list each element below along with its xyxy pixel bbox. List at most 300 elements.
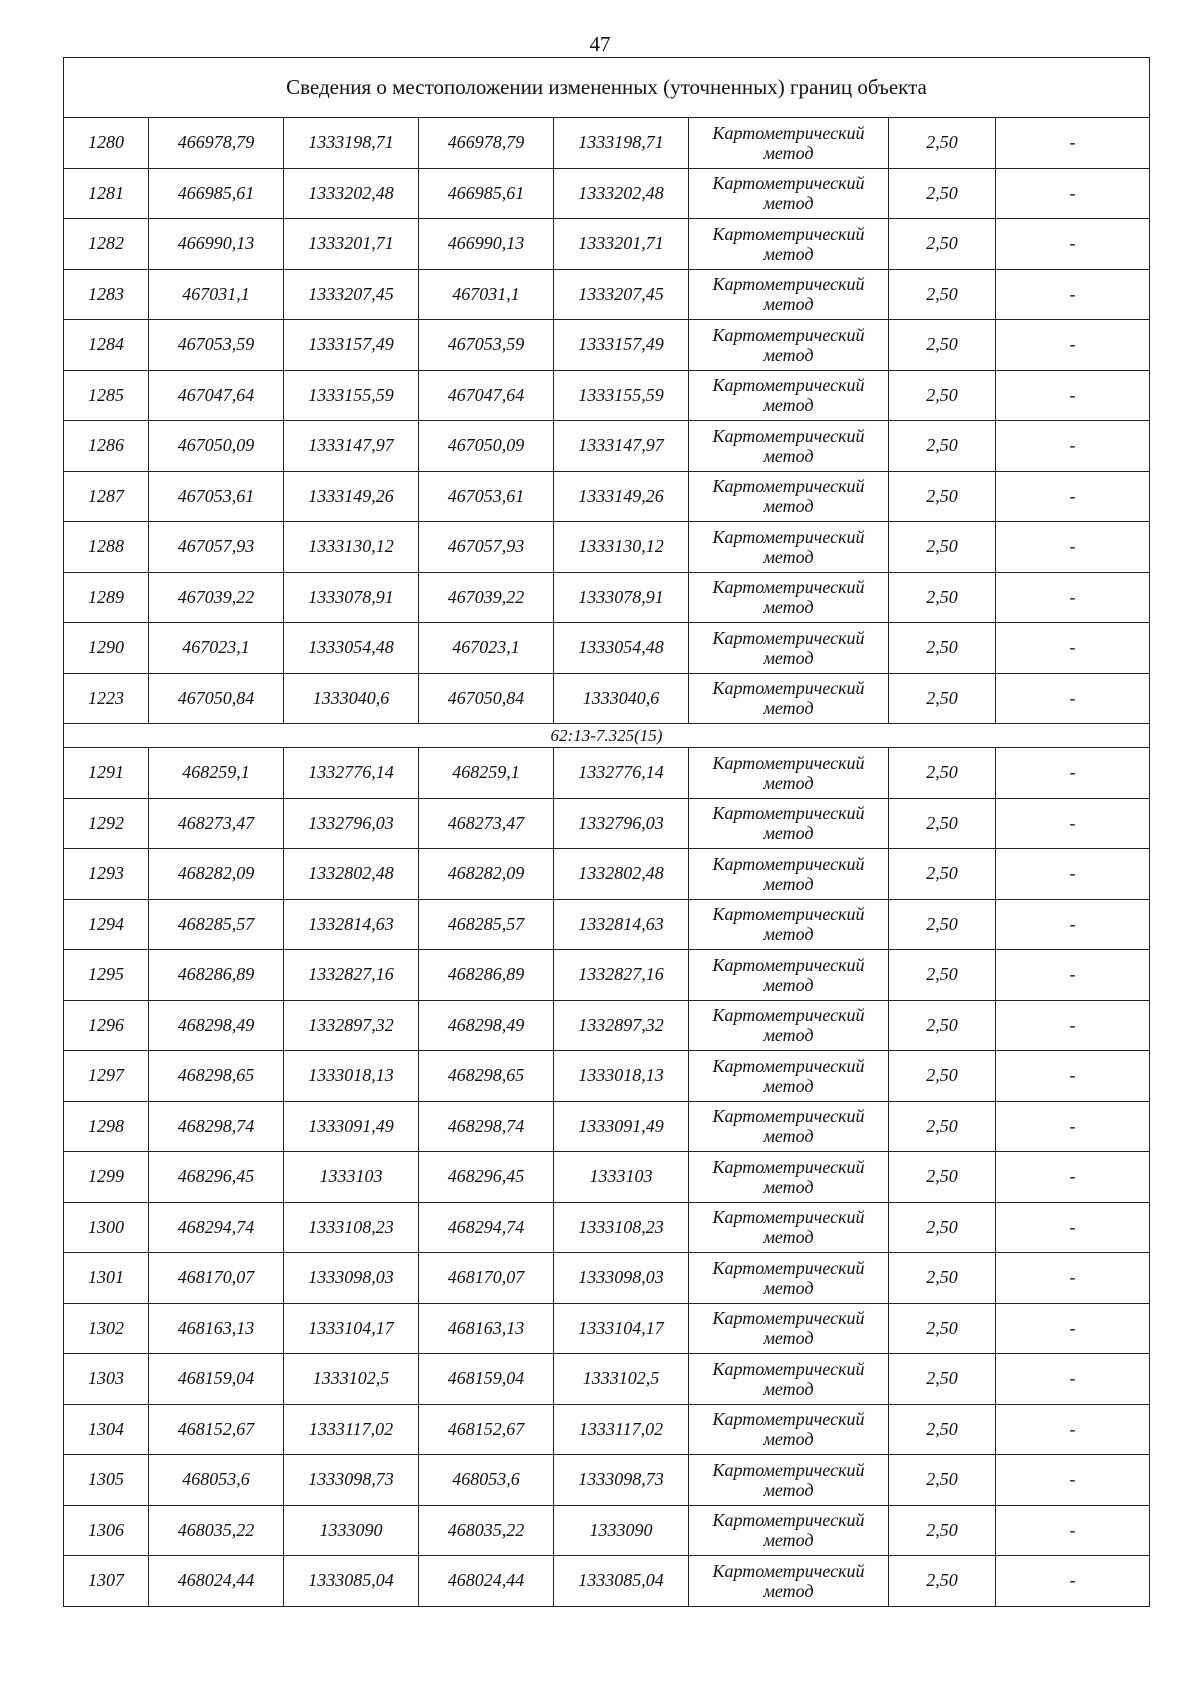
existing-x-cell: 467039,22: [149, 572, 284, 623]
accuracy-cell: 2,50: [889, 849, 996, 900]
description-cell: -: [996, 269, 1150, 320]
existing-x-cell: 468298,65: [149, 1051, 284, 1102]
description-cell: -: [996, 1051, 1150, 1102]
accuracy-cell: 2,50: [889, 269, 996, 320]
existing-x-cell: 467050,84: [149, 673, 284, 724]
description-cell: -: [996, 849, 1150, 900]
description-cell: -: [996, 899, 1150, 950]
existing-y-cell: 1333104,17: [284, 1303, 419, 1354]
method-line-2: метод: [763, 1176, 814, 1197]
table-row: [64, 623, 1150, 674]
existing-y-cell: 1333103: [284, 1152, 419, 1203]
method-cell: [689, 1253, 889, 1304]
new-x-cell: 468298,65: [419, 1051, 554, 1102]
new-y-cell: 1332814,63: [554, 899, 689, 950]
existing-y-cell: 1333157,49: [284, 320, 419, 371]
point-number-cell: 1306: [64, 1505, 149, 1556]
accuracy-cell: 2,50: [889, 1505, 996, 1556]
new-y-cell: 1333155,59: [554, 370, 689, 421]
point-number-cell: 1223: [64, 673, 149, 724]
accuracy-cell: 2,50: [889, 1455, 996, 1506]
new-x-cell: 468285,57: [419, 899, 554, 950]
table-row: [64, 1202, 1150, 1253]
table-row: [64, 748, 1150, 799]
new-y-cell: 1333078,91: [554, 572, 689, 623]
new-x-cell: 468298,74: [419, 1101, 554, 1152]
method-cell: [689, 219, 889, 270]
accuracy-cell: 2,50: [889, 572, 996, 623]
table-row: [64, 1455, 1150, 1506]
accuracy-cell: 2,50: [889, 1253, 996, 1304]
accuracy-cell: 2,50: [889, 1556, 996, 1607]
new-x-cell: 467047,64: [419, 370, 554, 421]
existing-y-cell: 1333090: [284, 1505, 419, 1556]
new-y-cell: 1333098,03: [554, 1253, 689, 1304]
method-line-2: метод: [763, 344, 814, 365]
existing-x-cell: 467047,64: [149, 370, 284, 421]
method-line-2: метод: [763, 873, 814, 894]
description-cell: -: [996, 421, 1150, 472]
method-line-1: Картометрический: [712, 425, 865, 446]
method-line-2: метод: [763, 1479, 814, 1500]
method-line-2: метод: [763, 1025, 814, 1046]
existing-y-cell: 1333149,26: [284, 471, 419, 522]
method-line-1: Картометрический: [712, 1409, 865, 1430]
table-row: [64, 1000, 1150, 1051]
existing-y-cell: 1333091,49: [284, 1101, 419, 1152]
new-x-cell: 468282,09: [419, 849, 554, 900]
method-line-1: Картометрический: [712, 627, 865, 648]
point-number-cell: 1304: [64, 1404, 149, 1455]
new-y-cell: 1333149,26: [554, 471, 689, 522]
method-cell: [689, 168, 889, 219]
accuracy-cell: 2,50: [889, 320, 996, 371]
point-number-cell: 1299: [64, 1152, 149, 1203]
accuracy-cell: 2,50: [889, 1354, 996, 1405]
existing-x-cell: 467050,09: [149, 421, 284, 472]
method-line-1: Картометрический: [712, 1257, 865, 1278]
existing-y-cell: 1332897,32: [284, 1000, 419, 1051]
new-x-cell: 466978,79: [419, 118, 554, 169]
description-cell: -: [996, 1556, 1150, 1607]
method-cell: [689, 1051, 889, 1102]
new-x-cell: 468296,45: [419, 1152, 554, 1203]
new-x-cell: 468294,74: [419, 1202, 554, 1253]
point-number-cell: 1285: [64, 370, 149, 421]
method-cell: [689, 899, 889, 950]
description-cell: -: [996, 118, 1150, 169]
method-line-2: метод: [763, 1580, 814, 1601]
existing-x-cell: 467053,59: [149, 320, 284, 371]
new-y-cell: 1333130,12: [554, 522, 689, 573]
existing-y-cell: 1333098,73: [284, 1455, 419, 1506]
method-line-2: метод: [763, 974, 814, 995]
existing-x-cell: 467057,93: [149, 522, 284, 573]
point-number-cell: 1303: [64, 1354, 149, 1405]
accuracy-cell: 2,50: [889, 899, 996, 950]
new-y-cell: 1332802,48: [554, 849, 689, 900]
method-cell: [689, 849, 889, 900]
new-y-cell: 1332827,16: [554, 950, 689, 1001]
method-line-1: Картометрический: [712, 1459, 865, 1480]
existing-x-cell: 468259,1: [149, 748, 284, 799]
table-row: [64, 1101, 1150, 1152]
new-x-cell: 468273,47: [419, 798, 554, 849]
description-cell: -: [996, 320, 1150, 371]
point-number-cell: 1302: [64, 1303, 149, 1354]
method-line-2: метод: [763, 243, 814, 264]
existing-x-cell: 468163,13: [149, 1303, 284, 1354]
table-row: [64, 572, 1150, 623]
existing-y-cell: 1333198,71: [284, 118, 419, 169]
existing-y-cell: 1333201,71: [284, 219, 419, 270]
method-line-2: метод: [763, 546, 814, 567]
description-cell: -: [996, 623, 1150, 674]
method-line-2: метод: [763, 597, 814, 618]
new-y-cell: 1333104,17: [554, 1303, 689, 1354]
method-cell: [689, 1455, 889, 1506]
method-cell: [689, 1152, 889, 1203]
description-cell: -: [996, 1101, 1150, 1152]
description-cell: -: [996, 1152, 1150, 1203]
method-cell: [689, 269, 889, 320]
method-line-1: Картометрический: [712, 274, 865, 295]
method-line-1: Картометрический: [712, 853, 865, 874]
method-line-1: Картометрический: [712, 904, 865, 925]
method-line-1: Картометрический: [712, 752, 865, 773]
new-x-cell: 468170,07: [419, 1253, 554, 1304]
existing-y-cell: 1333098,03: [284, 1253, 419, 1304]
table-row: [64, 219, 1150, 270]
method-line-1: Картометрический: [712, 1510, 865, 1531]
accuracy-cell: 2,50: [889, 421, 996, 472]
accuracy-cell: 2,50: [889, 950, 996, 1001]
existing-y-cell: 1333207,45: [284, 269, 419, 320]
existing-y-cell: 1333108,23: [284, 1202, 419, 1253]
method-cell: [689, 1354, 889, 1405]
table-row: [64, 269, 1150, 320]
table-title-row: [64, 58, 1150, 118]
existing-x-cell: 468296,45: [149, 1152, 284, 1203]
method-line-1: Картометрический: [712, 375, 865, 396]
method-cell: [689, 471, 889, 522]
method-cell: [689, 1000, 889, 1051]
method-cell: [689, 370, 889, 421]
existing-x-cell: 468159,04: [149, 1354, 284, 1405]
new-x-cell: 467031,1: [419, 269, 554, 320]
existing-y-cell: 1333018,13: [284, 1051, 419, 1102]
description-cell: -: [996, 1354, 1150, 1405]
table-row: [64, 168, 1150, 219]
method-cell: [689, 623, 889, 674]
method-line-1: Картометрический: [712, 476, 865, 497]
new-x-cell: 468152,67: [419, 1404, 554, 1455]
new-x-cell: 468259,1: [419, 748, 554, 799]
table-row: [64, 471, 1150, 522]
existing-x-cell: 468298,74: [149, 1101, 284, 1152]
method-line-2: метод: [763, 647, 814, 668]
method-line-2: метод: [763, 1530, 814, 1551]
method-cell: [689, 1556, 889, 1607]
description-cell: -: [996, 1000, 1150, 1051]
existing-x-cell: 468285,57: [149, 899, 284, 950]
existing-y-cell: 1333054,48: [284, 623, 419, 674]
new-x-cell: 467053,59: [419, 320, 554, 371]
table-row: [64, 522, 1150, 573]
method-cell: [689, 320, 889, 371]
new-y-cell: 1333198,71: [554, 118, 689, 169]
point-number-cell: 1294: [64, 899, 149, 950]
existing-y-cell: 1333155,59: [284, 370, 419, 421]
method-line-2: метод: [763, 698, 814, 719]
existing-x-cell: 468273,47: [149, 798, 284, 849]
method-line-2: метод: [763, 1227, 814, 1248]
description-cell: -: [996, 798, 1150, 849]
method-line-1: Картометрический: [712, 1055, 865, 1076]
point-number-cell: 1301: [64, 1253, 149, 1304]
point-number-cell: 1298: [64, 1101, 149, 1152]
method-line-2: метод: [763, 445, 814, 466]
new-x-cell: 467050,09: [419, 421, 554, 472]
existing-y-cell: 1333102,5: [284, 1354, 419, 1405]
new-x-cell: 468024,44: [419, 1556, 554, 1607]
description-cell: -: [996, 522, 1150, 573]
new-y-cell: 1333103: [554, 1152, 689, 1203]
accuracy-cell: 2,50: [889, 219, 996, 270]
new-x-cell: 468035,22: [419, 1505, 554, 1556]
method-line-1: Картометрический: [712, 577, 865, 598]
table-row: [64, 370, 1150, 421]
existing-x-cell: 467053,61: [149, 471, 284, 522]
new-y-cell: 1333091,49: [554, 1101, 689, 1152]
new-y-cell: 1333117,02: [554, 1404, 689, 1455]
accuracy-cell: 2,50: [889, 798, 996, 849]
description-cell: -: [996, 168, 1150, 219]
method-line-1: Картометрический: [712, 122, 865, 143]
new-x-cell: 468286,89: [419, 950, 554, 1001]
method-line-1: Картометрический: [712, 954, 865, 975]
table-row: [64, 320, 1150, 371]
new-y-cell: 1333090: [554, 1505, 689, 1556]
method-line-2: метод: [763, 395, 814, 416]
method-line-1: Картометрический: [712, 1005, 865, 1026]
new-y-cell: 1333108,23: [554, 1202, 689, 1253]
existing-x-cell: 468053,6: [149, 1455, 284, 1506]
new-x-cell: 467050,84: [419, 673, 554, 724]
existing-y-cell: 1333085,04: [284, 1556, 419, 1607]
point-number-cell: 1291: [64, 748, 149, 799]
accuracy-cell: 2,50: [889, 673, 996, 724]
method-cell: [689, 673, 889, 724]
point-number-cell: 1286: [64, 421, 149, 472]
table-row: [64, 1556, 1150, 1607]
method-line-1: Картометрический: [712, 223, 865, 244]
method-line-2: метод: [763, 193, 814, 214]
method-cell: [689, 421, 889, 472]
description-cell: -: [996, 1253, 1150, 1304]
accuracy-cell: 2,50: [889, 1404, 996, 1455]
point-number-cell: 1288: [64, 522, 149, 573]
new-y-cell: 1332897,32: [554, 1000, 689, 1051]
new-x-cell: 467053,61: [419, 471, 554, 522]
description-cell: -: [996, 1505, 1150, 1556]
method-cell: [689, 1505, 889, 1556]
method-cell: [689, 950, 889, 1001]
point-number-cell: 1296: [64, 1000, 149, 1051]
existing-x-cell: 468282,09: [149, 849, 284, 900]
accuracy-cell: 2,50: [889, 623, 996, 674]
method-line-2: метод: [763, 496, 814, 517]
method-cell: [689, 1202, 889, 1253]
existing-y-cell: 1333202,48: [284, 168, 419, 219]
new-y-cell: 1333098,73: [554, 1455, 689, 1506]
new-y-cell: 1333147,97: [554, 421, 689, 472]
description-cell: -: [996, 1404, 1150, 1455]
new-y-cell: 1332796,03: [554, 798, 689, 849]
new-x-cell: 467023,1: [419, 623, 554, 674]
description-cell: -: [996, 950, 1150, 1001]
accuracy-cell: 2,50: [889, 118, 996, 169]
point-number-cell: 1287: [64, 471, 149, 522]
description-cell: -: [996, 748, 1150, 799]
method-cell: [689, 1101, 889, 1152]
accuracy-cell: 2,50: [889, 1101, 996, 1152]
table-body: [64, 58, 1150, 1607]
existing-x-cell: 466990,13: [149, 219, 284, 270]
point-number-cell: 1295: [64, 950, 149, 1001]
table-row: [64, 899, 1150, 950]
method-line-1: Картометрический: [712, 1308, 865, 1329]
method-cell: [689, 1404, 889, 1455]
page-number: 47: [589, 32, 611, 56]
table-row: [64, 1303, 1150, 1354]
accuracy-cell: 2,50: [889, 168, 996, 219]
existing-x-cell: 466978,79: [149, 118, 284, 169]
existing-y-cell: 1332827,16: [284, 950, 419, 1001]
description-cell: -: [996, 572, 1150, 623]
existing-y-cell: 1333117,02: [284, 1404, 419, 1455]
table-row: [64, 118, 1150, 169]
accuracy-cell: 2,50: [889, 1051, 996, 1102]
new-y-cell: 1333054,48: [554, 623, 689, 674]
description-cell: -: [996, 1303, 1150, 1354]
accuracy-cell: 2,50: [889, 471, 996, 522]
new-y-cell: 1333085,04: [554, 1556, 689, 1607]
method-line-2: метод: [763, 142, 814, 163]
method-line-1: Картометрический: [712, 1207, 865, 1228]
new-x-cell: 466990,13: [419, 219, 554, 270]
method-cell: [689, 522, 889, 573]
existing-x-cell: 468024,44: [149, 1556, 284, 1607]
point-number-cell: 1305: [64, 1455, 149, 1506]
section-row: [64, 724, 1150, 748]
method-line-2: метод: [763, 1277, 814, 1298]
method-line-1: Картометрический: [712, 1156, 865, 1177]
table-row: [64, 1404, 1150, 1455]
table-row: [64, 673, 1150, 724]
table-row: [64, 1253, 1150, 1304]
method-line-2: метод: [763, 823, 814, 844]
existing-x-cell: 468152,67: [149, 1404, 284, 1455]
new-x-cell: 468053,6: [419, 1455, 554, 1506]
new-y-cell: 1332776,14: [554, 748, 689, 799]
new-y-cell: 1333202,48: [554, 168, 689, 219]
method-line-1: Картометрический: [712, 173, 865, 194]
new-x-cell: 468163,13: [419, 1303, 554, 1354]
point-number-cell: 1284: [64, 320, 149, 371]
table-row: [64, 798, 1150, 849]
new-y-cell: 1333040,6: [554, 673, 689, 724]
description-cell: -: [996, 673, 1150, 724]
coordinates-table: [63, 57, 1150, 1607]
point-number-cell: 1281: [64, 168, 149, 219]
table-row: [64, 421, 1150, 472]
method-cell: [689, 1303, 889, 1354]
table-row: [64, 1505, 1150, 1556]
accuracy-cell: 2,50: [889, 370, 996, 421]
existing-x-cell: 468286,89: [149, 950, 284, 1001]
point-number-cell: 1280: [64, 118, 149, 169]
method-line-1: Картометрический: [712, 1106, 865, 1127]
table-row: [64, 1354, 1150, 1405]
point-number-cell: 1300: [64, 1202, 149, 1253]
new-x-cell: 467039,22: [419, 572, 554, 623]
point-number-cell: 1283: [64, 269, 149, 320]
method-line-2: метод: [763, 1126, 814, 1147]
new-y-cell: 1333102,5: [554, 1354, 689, 1405]
existing-y-cell: 1333147,97: [284, 421, 419, 472]
method-line-2: метод: [763, 772, 814, 793]
method-line-1: Картометрический: [712, 324, 865, 345]
method-line-2: метод: [763, 1075, 814, 1096]
method-line-2: метод: [763, 1328, 814, 1349]
point-number-cell: 1292: [64, 798, 149, 849]
table-title: Сведения о местоположении измененных (уточненных) границ объекта: [64, 58, 1150, 118]
method-line-2: метод: [763, 1378, 814, 1399]
description-cell: -: [996, 1455, 1150, 1506]
existing-x-cell: 468170,07: [149, 1253, 284, 1304]
method-line-1: Картометрический: [712, 678, 865, 699]
new-y-cell: 1333207,45: [554, 269, 689, 320]
new-y-cell: 1333157,49: [554, 320, 689, 371]
new-y-cell: 1333018,13: [554, 1051, 689, 1102]
method-cell: [689, 572, 889, 623]
point-number-cell: 1297: [64, 1051, 149, 1102]
existing-y-cell: 1332814,63: [284, 899, 419, 950]
point-number-cell: 1282: [64, 219, 149, 270]
method-line-2: метод: [763, 924, 814, 945]
existing-x-cell: 468035,22: [149, 1505, 284, 1556]
method-line-1: Картометрический: [712, 803, 865, 824]
existing-y-cell: 1332776,14: [284, 748, 419, 799]
table-row: [64, 849, 1150, 900]
accuracy-cell: 2,50: [889, 1303, 996, 1354]
section-label: 62:13-7.325(15): [64, 724, 1150, 748]
point-number-cell: 1289: [64, 572, 149, 623]
method-line-1: Картометрический: [712, 1358, 865, 1379]
point-number-cell: 1293: [64, 849, 149, 900]
existing-x-cell: 467023,1: [149, 623, 284, 674]
method-cell: [689, 118, 889, 169]
existing-x-cell: 468298,49: [149, 1000, 284, 1051]
accuracy-cell: 2,50: [889, 1152, 996, 1203]
description-cell: -: [996, 471, 1150, 522]
point-number-cell: 1290: [64, 623, 149, 674]
description-cell: -: [996, 219, 1150, 270]
existing-y-cell: 1332796,03: [284, 798, 419, 849]
existing-x-cell: 467031,1: [149, 269, 284, 320]
description-cell: -: [996, 1202, 1150, 1253]
